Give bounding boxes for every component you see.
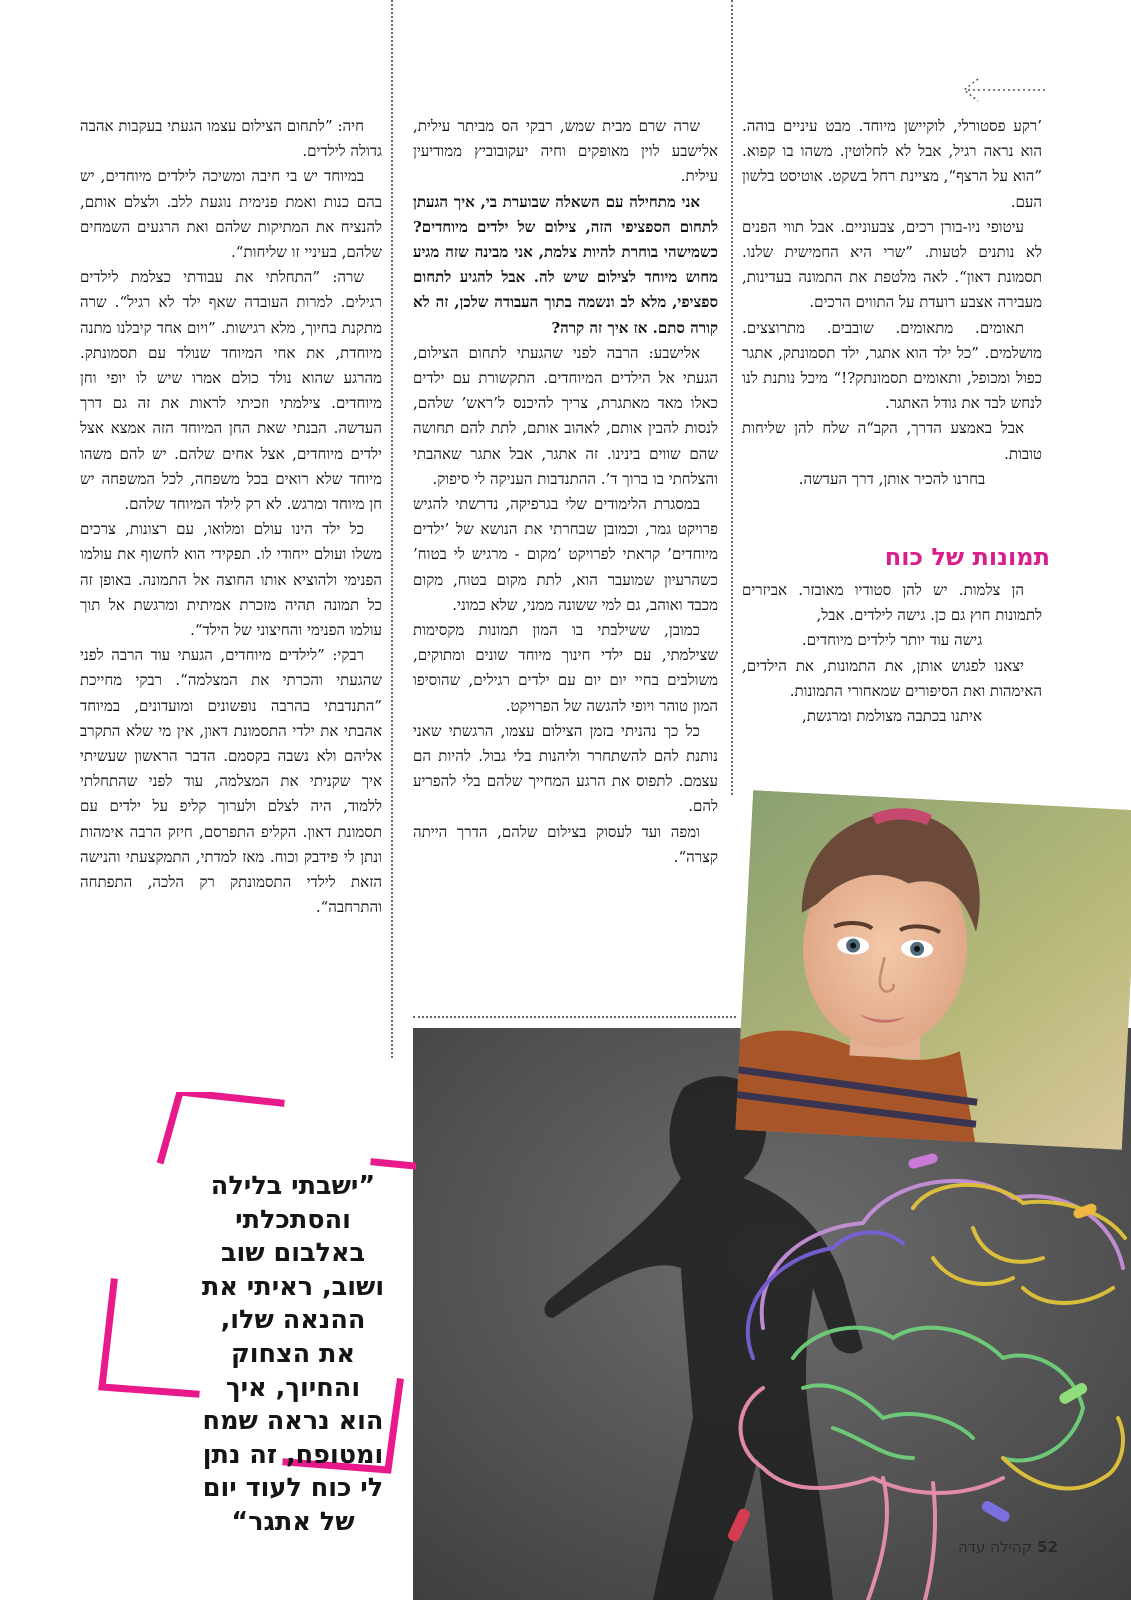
paragraph: במסגרת הלימודים שלי בגרפיקה, נדרשתי להגיש פרויקט גמר, וכמובן שבחרתי את הנושא של ’ילדים מיוחדים’ קראתי לפרויקט ’מקום - מרגיש לי בטוח’ כשהרעיון שמועבר הוא, לתת מקום בטוח, מקום מכבד ואוהב, גם למי ששונה ממני, שלא כמוני. <box>413 495 718 614</box>
paragraph: שרה: ”התחלתי את עבודתי כצלמת לילדים רגילים. למרות העובדה שאף ילד לא רגיל“. שרה מתקנת בחיוך, מלא רגישות. ”ויום אחד קיבלנו מתנה מיוחדת, את אחי המיוחד שנולד עם תסמונתק. מהרגע שהוא נולד כולם אמרו שיש לו יופי וחן מיוחדים. צילמתי וזכיתי לראות את זה גם דרך העדשה. הבנתי שאת החן המיוחד הזה אמצא אצל ילדים מיוחדים, אצל אחים שלהם. יש להם משהו מיוחד שלא רואים בכל משפחה, לכל המשפחה יש חן מיוחד ומרגש. לא רק לילד המיוחד שלהם. <box>80 268 382 514</box>
article-column-left <box>80 114 382 921</box>
arrow-left-icon <box>958 76 1048 104</box>
paragraph: רבקי: ”לילדים מיוחדים, הגעתי עוד הרבה לפני שהגעתי והכרתי את המצלמה“. רבקי מחייכת ”התנדבתי בהרבה נופשונים ומועדונים, במיוחד אהבתי את ילדי התסמונת דאון, אין מי שלא התקרב אליהם ולא נשבה בקסמם. הדבר הראשון שעשיתי איך שקניתי את המצלמה, עוד לפני שהתחלתי ללמוד, היה לצלם ולערוך קליפ על ילדים עם תסמונת דאון. הקליפ התפרסם, חיזק הרבה אימהות ונתן לי פידבק וכוח. מאז למדתי, התמקצעתי והנישה הזאת לילדי התסמונתק רק הלכה, התפתחה והתרחבה“. <box>80 646 382 917</box>
column-divider-left <box>391 0 393 1058</box>
paragraph: כל כך נהניתי בזמן הצילום עצמו, הרגשתי שאני נותנת להם להשתחרר וליהנות בלי גבול. להיות הם עצמם. לתפוס את הרגע המחייך שלהם בלי להפריע להם. <box>413 721 718 816</box>
paragraph: ומפה ועד לעסוק בצילום שלהם, הדרך הייתה קצרה“. <box>413 822 718 866</box>
paragraph: כל ילד הינו עולם ומלואו, עם רצונות, צרכים משלו ועולם ייחודי לו. תפקידי הוא לחשוף את עולמו הפנימי ולהוציא אותו החוצה אל התמונה. באופן זה כל תמונה תהיה מזכרת אמיתית ומרגשת אל תוך עולמו הפנימי והחיצוני של הילד“. <box>80 520 382 640</box>
paragraph: כמובן, ששילבתי בו המון תמונות מקסימות שצילמתי, עם ילדי חינוך מיוחד שונים ומתוקים, משולבים בחיי יום יום עם ילדים רגילים, שהוסיפו המון טוהר ויופי להגשה של הפרויקט. <box>413 621 718 715</box>
article-column-middle <box>413 114 718 870</box>
article-column-right <box>742 114 1042 492</box>
pull-quote-text: ”ישבתי בלילה והסתכלתי באלבום שוב ושוב, ראיתי את ההנאה שלו, את הצחוק והחיוך, איך הוא נראה שמח ומטופח, זה נתן לי כוח לעוד יום של אתגר“ <box>201 1171 385 1537</box>
section-subheading: תמונות של כוח <box>884 543 1050 571</box>
page-folio <box>958 1538 1058 1556</box>
image-divider-top <box>413 1016 736 1018</box>
paragraph: יצאנו לפגוש אותן, את התמונות, את הילדים, האימהות ואת הסיפורים שמאחורי התמונות. <box>742 656 1042 700</box>
magazine-name: קהילה עדה <box>958 1538 1033 1556</box>
paragraph: במיוחד יש בי חיבה ומשיכה לילדים מיוחדים, יש בהם כנות ואמת פנימית נוגעת ללב. ולצלם אותם, להנציח את המתיקות שלהם ואת הרגעים השמחים שלהם, בעיניי זו שליחות“. <box>80 167 382 262</box>
article-column-right-lower <box>742 578 1042 729</box>
paragraph: בחרנו להכיר אותן, דרך העדשה. <box>798 469 986 488</box>
paragraph: איתנו בכתבה מצולמת ומרגשת, <box>802 707 982 726</box>
paragraph: תאומים. מתאומים. שובבים. מתרוצצים. מושלמים. ”כל ילד הוא אתגר, ילד תסמונתק, אתגר כפול ומכופל, ותאומים תסמונתק?!“ מיכל נותנת לנו לנחש לבד את גודל האתגר. <box>742 318 1042 413</box>
paragraph: עיטופי ניו-בורן רכים, צבעוניים. אבל תווי הפנים לא נותנים לטעות. ”שרי היא החמישית שלנו. תסמונת דאון“. לאה מלטפת את התמונה בעדינות, מעבירה אצבע רועדת על התווים הרכים. <box>742 217 1042 312</box>
paragraph: גישה עוד יותר לילדים מיוחדים. <box>801 631 983 650</box>
paragraph: חיה: ”לתחום הצילום עצמו הגעתי בעקבות אהבה גדולה לילדים. <box>80 117 382 161</box>
paragraph: הן צלמות. יש להן סטודיו מאובזר. אביזרים לתמונות חוץ גם כן. גישה לילדים. אבל, <box>742 581 1042 625</box>
column-divider-right <box>731 0 733 795</box>
paragraph: ’רקע פסטורלי, לוקיישן מיוחד. מבט עיניים בוהה. הוא נראה רגיל, אבל לא לחלוטין. משהו בו קפוא. ”הוא על הרצף“, מציינת רחל בשקט. אוטיסט בלשון העם. <box>742 117 1042 211</box>
paragraph: שרה שרם מבית שמש, רבקי הס מביתר עילית, אלישבע לוין מאופקים וחיה יעקובוביץ ממודיעין עילית. <box>413 117 718 186</box>
paragraph: אלישבע: הרבה לפני שהגעתי לתחום הצילום, הגעתי אל הילדים המיוחדים. התקשורת עם ילדים כאלו מאד מאתגרת, צריך להיכנס ל’ראש’ שלהם, לנסות להבין אותם, לאהוב אותם, לתת להם תחושה שהם שווים בינינו. זה אתגר, אבל אתגר שאהבתי והצלחתי בו ברוך ד’. ההתנדבות העניקה לי סיפוק. <box>413 343 718 488</box>
paragraph: אני מתחילה עם השאלה שבוערת בי, איך הגעתן לתחום הספציפי הזה, צילום של ילדים מיוחדים? כשמישהי בוחרת להיות צלמת, אני מבינה שזה מגיע מחוש מיוחד לצילום שיש לה. אבל להגיע לתחום ספציפי, מלא לב ונשמה בתוך העבודה שלכן, זה לא קורה סתם. אז איך זה קרה? <box>413 192 718 337</box>
page-number: 52 <box>1037 1538 1058 1556</box>
paragraph: אבל באמצע הדרך, הקב“ה שלח להן שליחות טובות. <box>742 419 1042 463</box>
photo-boy-portrait <box>735 790 1131 1150</box>
